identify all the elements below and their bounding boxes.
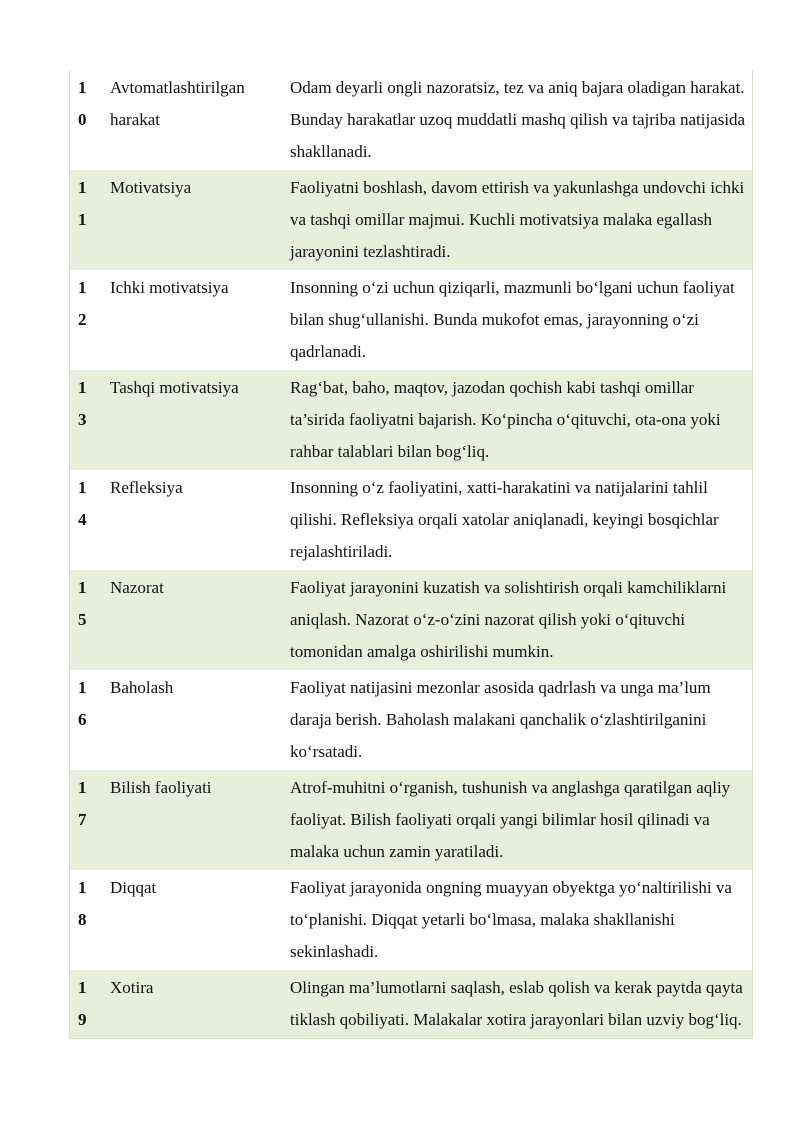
- table-row: [70, 670, 752, 770]
- term-cell: Bilish faoliyati: [110, 778, 212, 797]
- definition-cell: Insonning o‘z faoliyatini, xatti-harakatini va natijalarini tahlil qilishi. Refleksiya orqali xatolar aniqlanadi, keyingi bosqichlar rejalashtiriladi.: [290, 478, 719, 561]
- definition-cell: Faoliyat jarayonida ongning muayyan obyektga yo‘naltirilishi va to‘planishi. Diqqat yetarli bo‘lmasa, malaka shakllanishi sekinlashadi.: [290, 878, 732, 961]
- table-row: [70, 970, 752, 1038]
- definition-cell: Insonning o‘zi uchun qiziqarli, mazmunli bo‘lgani uchun faoliyat bilan shug‘ullanishi. Bunda mukofot emas, jarayonning o‘zi qadrlanadi.: [290, 278, 735, 361]
- term-cell: Refleksiya: [110, 478, 183, 497]
- table-row: [70, 470, 752, 570]
- row-number: 1 7: [78, 778, 87, 829]
- term-cell: Baholash: [110, 678, 174, 697]
- row-number: 1 5: [78, 578, 87, 629]
- term-cell: Ichki motivatsiya: [110, 278, 229, 297]
- definition-cell: Faoliyat natijasini mezonlar asosida qadrlash va unga ma’lum daraja berish. Baholash malakani qanchalik o‘zlashtirilganini ko‘rsatadi.: [290, 678, 711, 761]
- table-row: [70, 770, 752, 870]
- row-number: 1 0: [78, 78, 87, 129]
- definition-cell: Faoliyat jarayonini kuzatish va solishtirish orqali kamchiliklarni aniqlash. Nazorat o‘z-o‘zini nazorat qilish yoki o‘qituvchi tomonidan amalga oshirilishi mumkin.: [290, 578, 727, 661]
- row-number: 1 9: [78, 978, 87, 1029]
- table-row: [70, 370, 752, 470]
- table-row: [70, 270, 752, 370]
- term-cell: Diqqat: [110, 878, 157, 897]
- definition-cell: Odam deyarli ongli nazoratsiz, tez va aniq bajara oladigan harakat. Bunday harakatlar uzoq muddatli mashq qilish va tajriba natijasida shakllanadi.: [290, 78, 746, 161]
- row-number: 1 3: [78, 378, 87, 429]
- table-row: [70, 170, 752, 270]
- row-number: 1 6: [78, 678, 87, 729]
- definition-cell: Rag‘bat, baho, maqtov, jazodan qochish kabi tashqi omillar ta’sirida faoliyatni bajarish. Ko‘pincha o‘qituvchi, ota-ona yoki rahbar talablari bilan bog‘liq.: [290, 378, 721, 461]
- row-number: 1 1: [78, 178, 87, 229]
- row-number: 1 2: [78, 278, 87, 329]
- table-row: [70, 870, 752, 970]
- glossary-table: [69, 70, 753, 1039]
- term-cell: Motivatsiya: [110, 178, 192, 197]
- term-cell: Xotira: [110, 978, 154, 997]
- term-cell: Tashqi motivatsiya: [110, 378, 239, 397]
- table-row: [70, 570, 752, 670]
- table-row: [70, 70, 752, 170]
- definition-cell: Faoliyatni boshlash, davom ettirish va yakunlashga undovchi ichki va tashqi omillar majmui. Kuchli motivatsiya malaka egallash jarayonini tezlashtiradi.: [290, 178, 745, 261]
- row-number: 1 4: [78, 478, 87, 529]
- term-cell: Avtomatlashtirilgan harakat: [110, 78, 245, 129]
- definition-cell: Atrof-muhitni o‘rganish, tushunish va anglashga qaratilgan aqliy faoliyat. Bilish faoliyati orqali yangi bilimlar hosil qilinadi va malaka uchun zamin yaratiladi.: [290, 778, 731, 861]
- term-cell: Nazorat: [110, 578, 164, 597]
- row-number: 1 8: [78, 878, 87, 929]
- definition-cell: Olingan ma’lumotlarni saqlash, eslab qolish va kerak paytda qayta tiklash qobiliyati. Malakalar xotira jarayonlari bilan uzviy bog‘liq.: [290, 978, 743, 1029]
